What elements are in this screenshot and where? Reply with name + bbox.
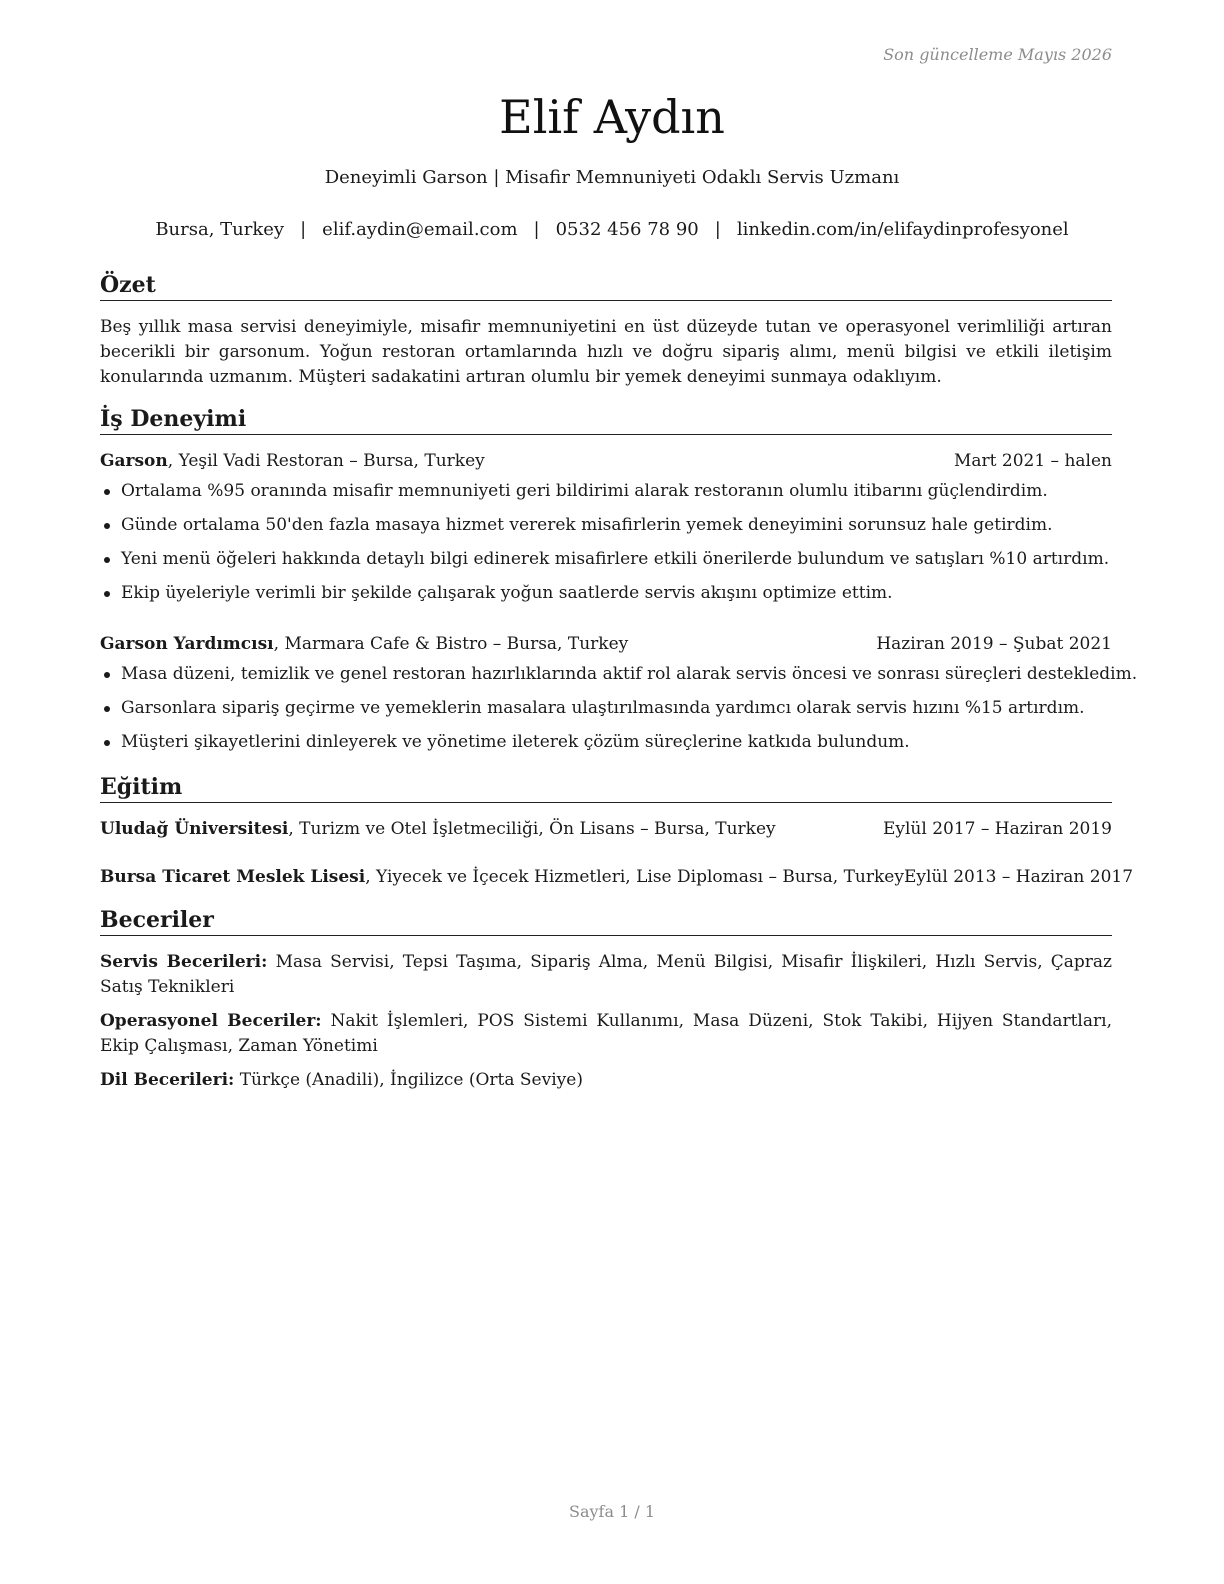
contact-separator: |	[533, 219, 540, 240]
summary-heading: Özet	[100, 271, 1112, 301]
job-bullet: Masa düzeni, temizlik ve genel restoran hazırlıklarında aktif rol alarak servis öncesi ve sonrası süreçleri destekledim.	[100, 662, 1112, 686]
education-details: , Turizm ve Otel İşletmeciliği, Ön Lisans – Bursa, Turkey	[288, 819, 776, 839]
job-entry	[100, 449, 1112, 605]
job-dates: Haziran 2019 – Şubat 2021	[876, 634, 1112, 654]
skill-group	[100, 1009, 1112, 1059]
job-bullet: Yeni menü öğeleri hakkında detaylı bilgi edinerek misafirlere etkili önerilerde bulundum ve satışları %10 artırdım.	[100, 547, 1112, 571]
skill-group-value: Masa Servisi, Tepsi Taşıma, Sipariş Alma, Menü Bilgisi, Misafir İlişkileri, Hızlı Servis, Çapraz Satış Teknikleri	[100, 952, 1113, 997]
education-dates: Eylül 2017 – Haziran 2019	[882, 819, 1112, 839]
skill-group-label: Servis Becerileri:	[100, 952, 268, 972]
contact-linkedin[interactable]: linkedin.com/in/elifaydinprofesyonel	[736, 219, 1069, 240]
job-header	[100, 449, 1112, 473]
job-bullet: Günde ortalama 50'den fazla masaya hizmet vererek misafirlerin yemek deneyimini sorunsuz hale getirdim.	[100, 513, 1112, 537]
experience-section	[100, 405, 1138, 754]
summary-section	[100, 271, 1112, 390]
last-updated-note: Son güncelleme Mayıs 2026	[883, 45, 1112, 64]
skill-group-label: Dil Becerileri:	[100, 1070, 235, 1090]
education-school: Bursa Ticaret Meslek Lisesi	[100, 867, 366, 887]
candidate-name: Elif Aydın	[499, 90, 725, 144]
skills-heading: Beceriler	[100, 906, 1112, 936]
job-role: Garson	[100, 451, 168, 471]
summary-text: Beş yıllık masa servisi deneyimiyle, misafir memnuniyetini en üst düzeyde tutan ve operasyonel verimliliği artıran becerikli bir garsonum. Yoğun restoran ortamlarında hızlı ve doğru sipariş alımı, menü bilgisi ve etkili iletişim konularında uzmanım. Müşteri sadakatini artıran olumlu bir yemek deneyimi sunmaya odaklıyım.	[100, 317, 1112, 387]
contact-separator: |	[300, 219, 307, 240]
education-dates: Eylül 2013 – Haziran 2017	[903, 867, 1134, 887]
contact-email[interactable]: elif.aydin@email.com	[322, 219, 518, 240]
job-bullets	[100, 479, 1112, 605]
job-dates: Mart 2021 – halen	[953, 451, 1112, 471]
job-header	[100, 632, 1112, 656]
skill-group-value: Nakit İşlemleri, POS Sistemi Kullanımı, Masa Düzeni, Stok Takibi, Hijyen Standartları, Ekip Çalışması, Zaman Yönetimi	[100, 1011, 1112, 1056]
job-bullet: Müşteri şikayetlerini dinleyerek ve yönetime ileterek çözüm süreçlerine katkıda bulundum.	[100, 730, 1112, 754]
job-role: Garson Yardımcısı	[100, 634, 274, 654]
education-entry	[100, 865, 1134, 889]
experience-heading: İş Deneyimi	[100, 405, 1112, 435]
education-heading: Eğitim	[100, 773, 1112, 803]
contact-location: Bursa, Turkey	[155, 219, 285, 240]
contact-separator: |	[714, 219, 721, 240]
page-number: Sayfa 1 / 1	[568, 1502, 655, 1521]
job-details: , Marmara Cafe & Bistro – Bursa, Turkey	[273, 634, 629, 654]
education-section	[100, 773, 1134, 889]
skill-group-label: Operasyonel Beceriler:	[100, 1011, 322, 1031]
skill-group	[100, 950, 1112, 1000]
job-bullet: Ortalama %95 oranında misafir memnuniyeti geri bildirimi alarak restoranın olumlu itibarını güçlendirdim.	[100, 479, 1112, 503]
job-bullet: Ekip üyeleriyle verimli bir şekilde çalışarak yoğun saatlerde servis akışını optimize ettim.	[100, 581, 1112, 605]
education-school: Uludağ Üniversitesi	[100, 819, 289, 839]
skills-section	[100, 906, 1112, 1093]
contact-phone: 0532 456 78 90	[555, 219, 699, 240]
skill-group	[100, 1068, 1112, 1093]
job-details: , Yeşil Vadi Restoran – Bursa, Turkey	[167, 451, 485, 471]
skill-group-value: Türkçe (Anadili), İngilizce (Orta Seviye)	[239, 1070, 583, 1090]
education-details: , Yiyecek ve İçecek Hizmetleri, Lise Diploması – Bursa, Turkey	[365, 867, 904, 887]
job-entry	[100, 632, 1138, 754]
contact-line	[0, 219, 1224, 240]
candidate-headline: Deneyimli Garson | Misafir Memnuniyeti Odaklı Servis Uzmanı	[324, 167, 900, 188]
education-entry	[100, 817, 1112, 841]
job-bullets	[100, 662, 1138, 754]
job-bullet: Garsonlara sipariş geçirme ve yemeklerin masalara ulaştırılmasında yardımcı olarak servis hızını %15 artırdım.	[100, 696, 1112, 720]
